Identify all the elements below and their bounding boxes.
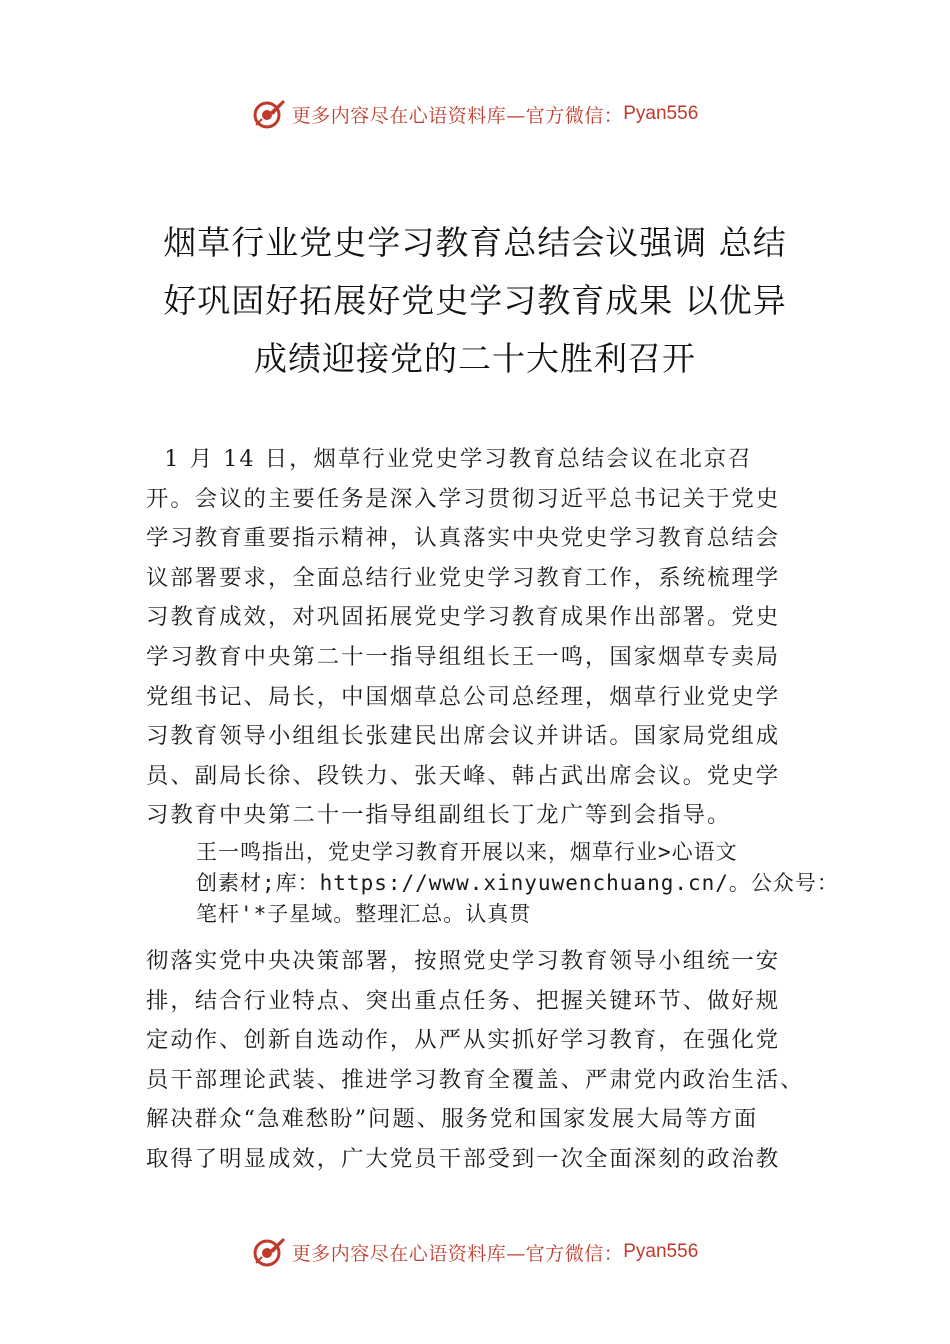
banner-text: 更多内容尽在心语资料库—官方微信： <box>291 1242 624 1265</box>
text-line: 习教育领导小组组长张建民出席会议并讲话。国家局党组成 <box>146 723 781 750</box>
banner-contact: Pyan556 <box>623 103 699 124</box>
text-line: 排，结合行业特点、突出重点任务、把握关键环节、做好规 <box>146 987 781 1014</box>
body-paragraph-2 <box>196 837 839 930</box>
body-paragraph-1 <box>146 440 806 836</box>
text-line: 笔杆'*子星域。整理汇总。认真贯 <box>196 902 532 926</box>
text-line: 彻落实党中央决策部署，按照党史学习教育领导小组统一安 <box>146 948 781 974</box>
title-line: 成绩迎接党的二十大胜利召开 <box>254 339 696 378</box>
text-line: 议部署要求，全面总结行业党史学习教育工作，系统梳理学 <box>146 564 781 591</box>
banner-contact: Pyan556 <box>623 1241 699 1262</box>
text-line: 王一鸣指出，党史学习教育开展以来，烟草行业>心语文 <box>196 840 738 864</box>
pen-seal-icon <box>252 1235 286 1269</box>
text-line: 解决群众“急难愁盼”问题、服务党和国家发展大局等方面 <box>146 1106 759 1133</box>
text-line: 1 月 14 日，烟草行业党史学习教育总结会议在北京召 <box>146 446 753 472</box>
text-line: 学习教育中央第二十一指导组组长王一鸣，国家烟草专卖局 <box>146 643 781 670</box>
text-line: 员、副局长徐、段铁力、张天峰、韩占武出席会议。党史学 <box>146 762 781 789</box>
title-line: 烟草行业党史学习教育总结会议强调 总结 <box>163 223 787 262</box>
text-line: 开。会议的主要任务是深入学习贯彻习近平总书记关于党史 <box>146 485 781 512</box>
header-watermark-banner <box>0 94 950 134</box>
text-line: 学习教育重要指示精神，认真落实中央党史学习教育总结会 <box>146 525 781 552</box>
title-line: 好巩固好拓展好党史学习教育成果 以优异 <box>163 281 787 320</box>
text-line: 党组书记、局长，中国烟草总公司总经理，烟草行业党史学 <box>146 683 781 710</box>
footer-watermark-banner <box>0 1232 950 1272</box>
pen-seal-icon <box>252 97 286 131</box>
text-line: 习教育中央第二十一指导组副组长丁龙广等到会指导。 <box>146 802 732 829</box>
text-line: 员干部理论武装、推进学习教育全覆盖、严肃党内政治生活、 <box>146 1066 805 1093</box>
document-title <box>130 214 820 388</box>
text-line: 取得了明显成效，广大党员干部受到一次全面深刻的政治教 <box>146 1145 781 1172</box>
text-line: 定动作、创新自选动作，从严从实抓好学习教育，在强化党 <box>146 1027 781 1054</box>
text-line: 创素材;库：https://www.xinyuwenchuang.cn/。公众号： <box>196 871 839 895</box>
banner-text: 更多内容尽在心语资料库—官方微信： <box>291 104 624 127</box>
text-line: 习教育成效，对巩固拓展党史学习教育成果作出部署。党史 <box>146 604 781 631</box>
body-paragraph-3 <box>146 942 806 1180</box>
